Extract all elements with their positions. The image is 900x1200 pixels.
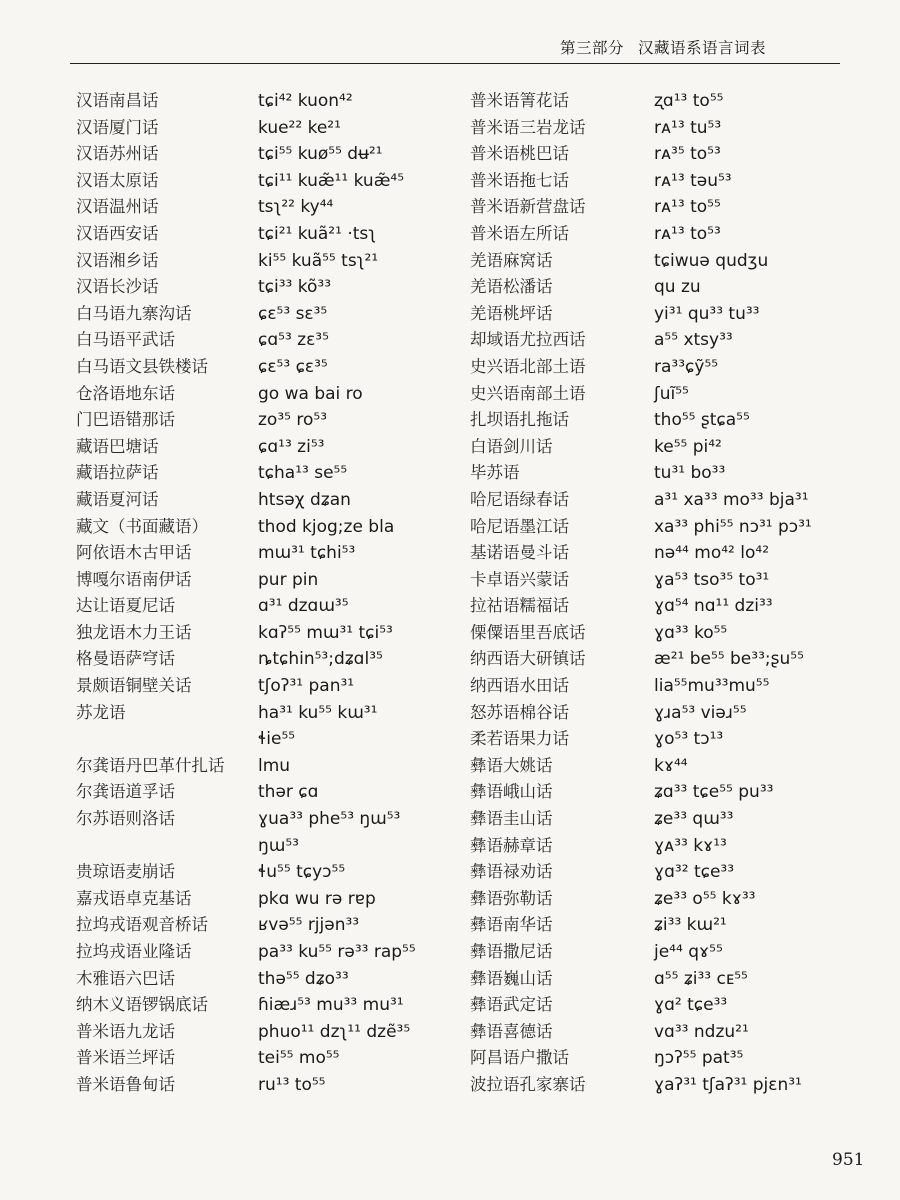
- word-form: thə⁵⁵ dʑo³³: [258, 968, 349, 989]
- language-name: 普米语兰坪话: [76, 1048, 175, 1068]
- header-rule: [70, 63, 840, 64]
- language-name: 普米语箐花话: [470, 91, 569, 110]
- language-name: 藏文（书面藏语）: [76, 516, 208, 536]
- language-name: 却域语尤拉西话: [470, 330, 586, 350]
- word-form: vɑ³³ ndzu²¹: [654, 1021, 749, 1042]
- language-name: 扎坝语扎拖话: [470, 410, 569, 430]
- word-form: thod kjog;ze bla: [258, 516, 395, 537]
- word-form: qu zu: [654, 277, 701, 298]
- word-form: ʑɑ³³ tɕe⁵⁵ pu³³: [654, 782, 774, 803]
- language-name: 藏语夏河话: [76, 489, 159, 509]
- word-form: ȵtɕhin⁵³;dʑɑl³⁵: [258, 649, 383, 670]
- word-form: mɯ³¹ tɕhi⁵³: [258, 543, 356, 564]
- word-form: ɣa⁵³ tso³⁵ to³¹: [654, 569, 770, 590]
- language-name: 哈尼语绿春话: [470, 489, 569, 509]
- word-form: ʑe³³ o⁵⁵ kɤ³³: [654, 888, 756, 909]
- word-form: lmu: [258, 755, 291, 776]
- word-form: ɕɑ¹³ zi⁵³: [258, 436, 325, 457]
- word-form: je⁴⁴ qɤ⁵⁵: [654, 942, 723, 962]
- language-name: 汉语湘乡话: [76, 250, 159, 270]
- language-name: [76, 833, 225, 860]
- word-form: tɕi⁴² kuon⁴²: [258, 91, 353, 111]
- word-form: ra³³ɕỹ⁵⁵: [654, 356, 719, 377]
- word-form: kɤ⁴⁴: [654, 755, 688, 776]
- language-name: 史兴语南部土语: [470, 383, 586, 403]
- language-name: 尔龚语丹巴革什扎话: [76, 755, 225, 775]
- language-name: 纳西语水田话: [470, 676, 569, 696]
- language-name: 彝语武定话: [470, 995, 553, 1015]
- language-name: 门巴语错那话: [76, 410, 175, 430]
- language-name: 景颇语铜壁关话: [76, 676, 192, 696]
- word-form: lia⁵⁵mu³³mu⁵⁵: [654, 676, 770, 697]
- word-form: rᴀ³⁵ to⁵³: [654, 144, 721, 165]
- language-name: 彝语大姚话: [470, 755, 553, 775]
- language-name: 拉祜语糯福话: [470, 596, 569, 616]
- language-name: 汉语温州话: [76, 197, 159, 217]
- language-name: 哈尼语墨江话: [470, 516, 569, 536]
- language-name: 汉语西安话: [76, 223, 159, 243]
- language-name: 藏语巴塘话: [76, 436, 159, 456]
- language-name: 尔苏语则洛话: [76, 809, 175, 829]
- word-form: ʑe³³ qɯ³³: [654, 809, 734, 830]
- language-name: 白马语平武话: [76, 330, 175, 350]
- word-form: tho⁵⁵ ʂtɕa⁵⁵: [654, 410, 750, 431]
- word-form: go wa bai ro: [258, 383, 363, 404]
- language-name: 普米语桃巴话: [470, 144, 569, 164]
- language-name: 彝语撒尼话: [470, 942, 553, 961]
- right-form-column: [654, 88, 812, 1099]
- language-name: 卡卓语兴蒙话: [470, 569, 569, 589]
- section-title: 汉藏语系语言词表: [638, 39, 767, 57]
- word-form: ɣɑ⁵⁴ nɑ¹¹ dzi³³: [654, 596, 773, 617]
- word-form: tɕi³³ kõ³³: [258, 277, 332, 298]
- word-form: ŋɯ⁵³: [258, 835, 299, 856]
- word-form: ru¹³ to⁵⁵: [258, 1074, 326, 1095]
- word-form: ʃuĩ⁵⁵: [654, 383, 689, 404]
- language-name: 史兴语北部土语: [470, 356, 586, 376]
- word-form: pkɑ wu rə rɐp: [258, 888, 376, 909]
- word-form: zo³⁵ ro⁵³: [258, 410, 328, 431]
- word-form: kue²² ke²¹: [258, 117, 341, 138]
- language-name: 羌语麻窝话: [470, 250, 553, 270]
- language-name: 彝语喜德话: [470, 1021, 553, 1041]
- word-form: ɣo⁵³ tɔ¹³: [654, 729, 724, 750]
- language-name: 汉语长沙话: [76, 277, 159, 297]
- word-form: pa³³ ku⁵⁵ rə³³ rap⁵⁵: [258, 942, 416, 962]
- word-form: ʁvə⁵⁵ rjjən³³: [258, 915, 360, 936]
- language-name: 达让语夏尼话: [76, 596, 175, 616]
- word-form: ɣɑ² tɕe³³: [654, 995, 728, 1016]
- language-name: 格曼语萨穹话: [76, 649, 175, 669]
- word-form: ɑ³¹ dzɑɯ³⁵: [258, 596, 349, 617]
- language-name: 纳木义语锣锅底话: [76, 995, 208, 1015]
- language-name: 普米语拖七话: [470, 170, 569, 190]
- language-name: 彝语禄劝话: [470, 862, 553, 882]
- language-name: 贵琼语麦崩话: [76, 862, 175, 882]
- language-name: 白马语九寨沟话: [76, 303, 192, 323]
- running-header: [560, 36, 810, 58]
- word-form: ɣaʔ³¹ tʃaʔ³¹ pjɛn³¹: [654, 1074, 802, 1095]
- language-name: 傈僳语里吾底话: [470, 622, 586, 642]
- part-label: 第三部分: [560, 39, 625, 57]
- word-form: ʑi³³ kɯ²¹: [654, 915, 727, 936]
- language-name: 木雅语六巴话: [76, 968, 175, 988]
- word-form: rᴀ¹³ to⁵³: [654, 223, 721, 244]
- language-name: 彝语弥勒话: [470, 888, 553, 908]
- language-name: 阿依语木古甲话: [76, 543, 192, 563]
- word-form: ɬie⁵⁵: [258, 729, 296, 750]
- word-form: a³¹ xa³³ mo³³ bja³¹: [654, 489, 809, 510]
- language-name: 汉语厦门话: [76, 117, 159, 137]
- word-form: tʃoʔ³¹ pan³¹: [258, 676, 355, 697]
- word-form: ɣɑ³³ ko⁵⁵: [654, 622, 728, 643]
- left-language-column: [76, 88, 225, 1099]
- language-name: 独龙语木力王话: [76, 622, 192, 642]
- language-name: 普米语九龙话: [76, 1021, 175, 1041]
- language-name: 普米语三岩龙话: [470, 117, 586, 137]
- word-form: tɕiwuə qudʒu: [654, 250, 769, 271]
- word-form: yi³¹ qu³³ tu³³: [654, 303, 760, 324]
- language-name: 汉语南昌话: [76, 91, 159, 110]
- word-form: ɑ⁵⁵ ʑi³³ ᴄᴇ⁵⁵: [654, 968, 748, 989]
- page-number: 951: [832, 1150, 865, 1170]
- word-form: ɦiæɹ⁵³ mu³³ mu³¹: [258, 995, 404, 1016]
- word-form: rᴀ¹³ to⁵⁵: [654, 197, 721, 218]
- word-form: tu³¹ bo³³: [654, 463, 726, 484]
- language-name: 怒苏语棉谷话: [470, 702, 569, 722]
- language-name: 普米语新营盘话: [470, 197, 586, 217]
- word-form: ʐɑ¹³ to⁵⁵: [654, 91, 724, 111]
- word-form: ɣua³³ phe⁵³ ŋɯ⁵³: [258, 809, 401, 830]
- word-form: ŋɔʔ⁵⁵ pat³⁵: [654, 1048, 744, 1069]
- language-name: 柔若语果力话: [470, 729, 569, 749]
- language-name: 白语剑川话: [470, 436, 553, 456]
- language-name: 普米语左所话: [470, 223, 569, 243]
- word-form: phuo¹¹ dzʅ¹¹ dzẽ³⁵: [258, 1021, 411, 1042]
- language-name: 彝语圭山话: [470, 809, 553, 829]
- word-form: nə⁴⁴ mo⁴² lo⁴²: [654, 543, 770, 564]
- word-form: ɣɹa⁵³ viəɹ⁵⁵: [654, 702, 747, 723]
- language-name: 纳西语大研镇话: [470, 649, 586, 669]
- language-name: 彝语峨山话: [470, 782, 553, 802]
- word-form: tsʅ²² ky⁴⁴: [258, 197, 334, 218]
- word-form: thər ɕɑ: [258, 782, 319, 803]
- language-name: 汉语太原话: [76, 170, 159, 190]
- language-name: 毕苏语: [470, 463, 520, 483]
- word-form: tɕi⁵⁵ kuø⁵⁵ dʉ²¹: [258, 144, 383, 165]
- language-name: [76, 726, 225, 753]
- language-name: 藏语拉萨话: [76, 463, 159, 483]
- language-name: 彝语赫章话: [470, 835, 553, 855]
- language-name: 博嘎尔语南伊话: [76, 569, 192, 589]
- language-name: 基诺语曼斗话: [470, 543, 569, 563]
- word-form: tei⁵⁵ mo⁵⁵: [258, 1048, 340, 1069]
- word-form: ɣɑ³² tɕe³³: [654, 862, 735, 883]
- language-name: 仓洛语地东话: [76, 383, 175, 403]
- language-name: 羌语桃坪话: [470, 303, 553, 323]
- word-form: ɕɛ⁵³ sɛ³⁵: [258, 303, 328, 324]
- word-form: pur pin: [258, 569, 319, 590]
- word-form: ɬu⁵⁵ tɕyɔ⁵⁵: [258, 862, 346, 883]
- language-name: 彝语南华话: [470, 915, 553, 935]
- word-form: ke⁵⁵ pi⁴²: [654, 436, 722, 457]
- word-form: kɑʔ⁵⁵ mɯ³¹ tɕi⁵³: [258, 622, 393, 643]
- right-language-column: [470, 88, 586, 1099]
- word-form: xa³³ phi⁵⁵ nɔ³¹ pɔ³¹: [654, 516, 812, 537]
- language-name: 白马语文县铁楼话: [76, 356, 208, 376]
- word-form: a⁵⁵ xtsy³³: [654, 330, 733, 351]
- word-form: æ²¹ be⁵⁵ be³³;ʂu⁵⁵: [654, 649, 804, 670]
- word-form: ɣᴀ³³ kɤ¹³: [654, 835, 727, 856]
- word-form: rᴀ¹³ təu⁵³: [654, 170, 732, 191]
- word-form: tɕha¹³ se⁵⁵: [258, 463, 348, 484]
- language-name: 拉坞戎语业隆话: [76, 942, 192, 961]
- language-name: 嘉戎语卓克基话: [76, 888, 192, 908]
- word-form: htsəχ dʑan: [258, 489, 351, 510]
- left-form-column: [258, 88, 416, 1099]
- word-form: tɕi¹¹ kuæ̃¹¹ kuæ̃⁴⁵: [258, 170, 405, 191]
- language-name: 阿昌语户撒话: [470, 1048, 569, 1068]
- word-form: tɕi²¹ kuã²¹ ·tsʅ: [258, 223, 377, 244]
- language-name: 尔龚语道孚话: [76, 782, 175, 802]
- language-name: 羌语松潘话: [470, 277, 553, 297]
- word-form: ɕɑ⁵³ zɛ³⁵: [258, 330, 329, 351]
- language-name: 拉坞戎语观音桥话: [76, 915, 208, 935]
- language-name: 波拉语孔家寨话: [470, 1074, 586, 1094]
- word-form: ha³¹ ku⁵⁵ kɯ³¹: [258, 702, 378, 723]
- word-form: ki⁵⁵ kuã⁵⁵ tsʅ²¹: [258, 250, 379, 271]
- language-name: 彝语巍山话: [470, 968, 553, 988]
- word-form: rᴀ¹³ tu⁵³: [654, 117, 722, 138]
- language-name: 苏龙语: [76, 702, 126, 722]
- language-name: 普米语鲁甸话: [76, 1074, 175, 1094]
- word-form: ɕɛ⁵³ ɕɛ³⁵: [258, 356, 328, 377]
- language-name: 汉语苏州话: [76, 144, 159, 164]
